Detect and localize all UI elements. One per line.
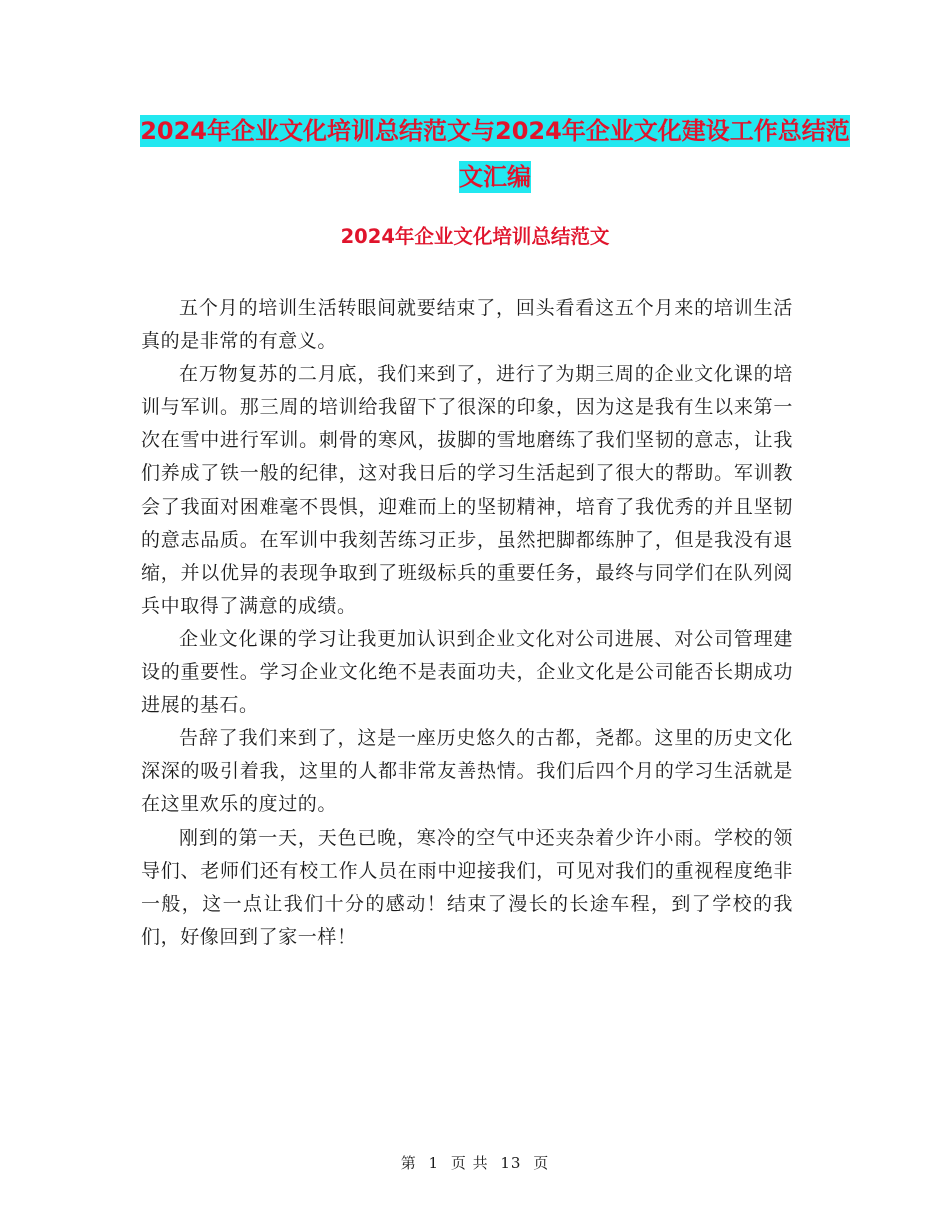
document-title [140,108,850,200]
document-body [141,292,793,954]
paragraph: 刚到的第一天，天色已晚，寒冷的空气中还夹杂着少许小雨。学校的领导们、老师们还有校工作人员在雨中迎接我们，可见对我们的重视程度绝非一般，这一点让我们十分的感动！结束了漫长的长途车程，到了学校的我们，好像回到了家一样！ [141,826,793,948]
paragraph: 企业文化课的学习让我更加认识到企业文化对公司进展、对公司管理建设的重要性。学习企业文化绝不是表面功夫，企业文化是公司能否长期成功进展的基石。 [141,627,793,717]
page-footer [0,1152,950,1173]
footer-total-pages: 13 [500,1154,522,1172]
document-title-text: 2024年企业文化培训总结范文与2024年企业文化建设工作总结范文汇编 [140,117,850,191]
footer-prefix: 第 [400,1154,417,1172]
section-title: 2024年企业文化培训总结范文 [340,225,610,248]
footer-middle: 页 共 [450,1154,489,1172]
footer-page-number: 1 [428,1154,440,1172]
paragraph: 告辞了我们来到了，这是一座历史悠久的古都，尧都。这里的历史文化深深的吸引着我，这里的人都非常友善热情。我们后四个月的学习生活就是在这里欢乐的度过的。 [141,727,793,816]
paragraph: 五个月的培训生活转眼间就要结束了，回头看看这五个月来的培训生活真的是非常的有意义。 [141,297,793,353]
paragraph: 在万物复苏的二月底，我们来到了，进行了为期三周的企业文化课的培训与军训。那三周的培训给我留下了很深的印象，因为这是我有生以来第一次在雪中进行军训。刺骨的寒风，拔脚的雪地磨练了我们坚韧的意志，让我们养成了铁一般的纪律，这对我日后的学习生活起到了很大的帮助。军训教会了我面对困难毫不畏惧，迎难而上的坚韧精神，培育了我优秀的并且坚韧的意志品质。在军训中我刻苦练习正步，虽然把脚都练肿了，但是我没有退缩，并以优异的表现争取到了班级标兵的重要任务，最终与同学们在队列阅兵中取得了满意的成绩。 [141,363,793,617]
footer-suffix: 页 [533,1154,550,1172]
